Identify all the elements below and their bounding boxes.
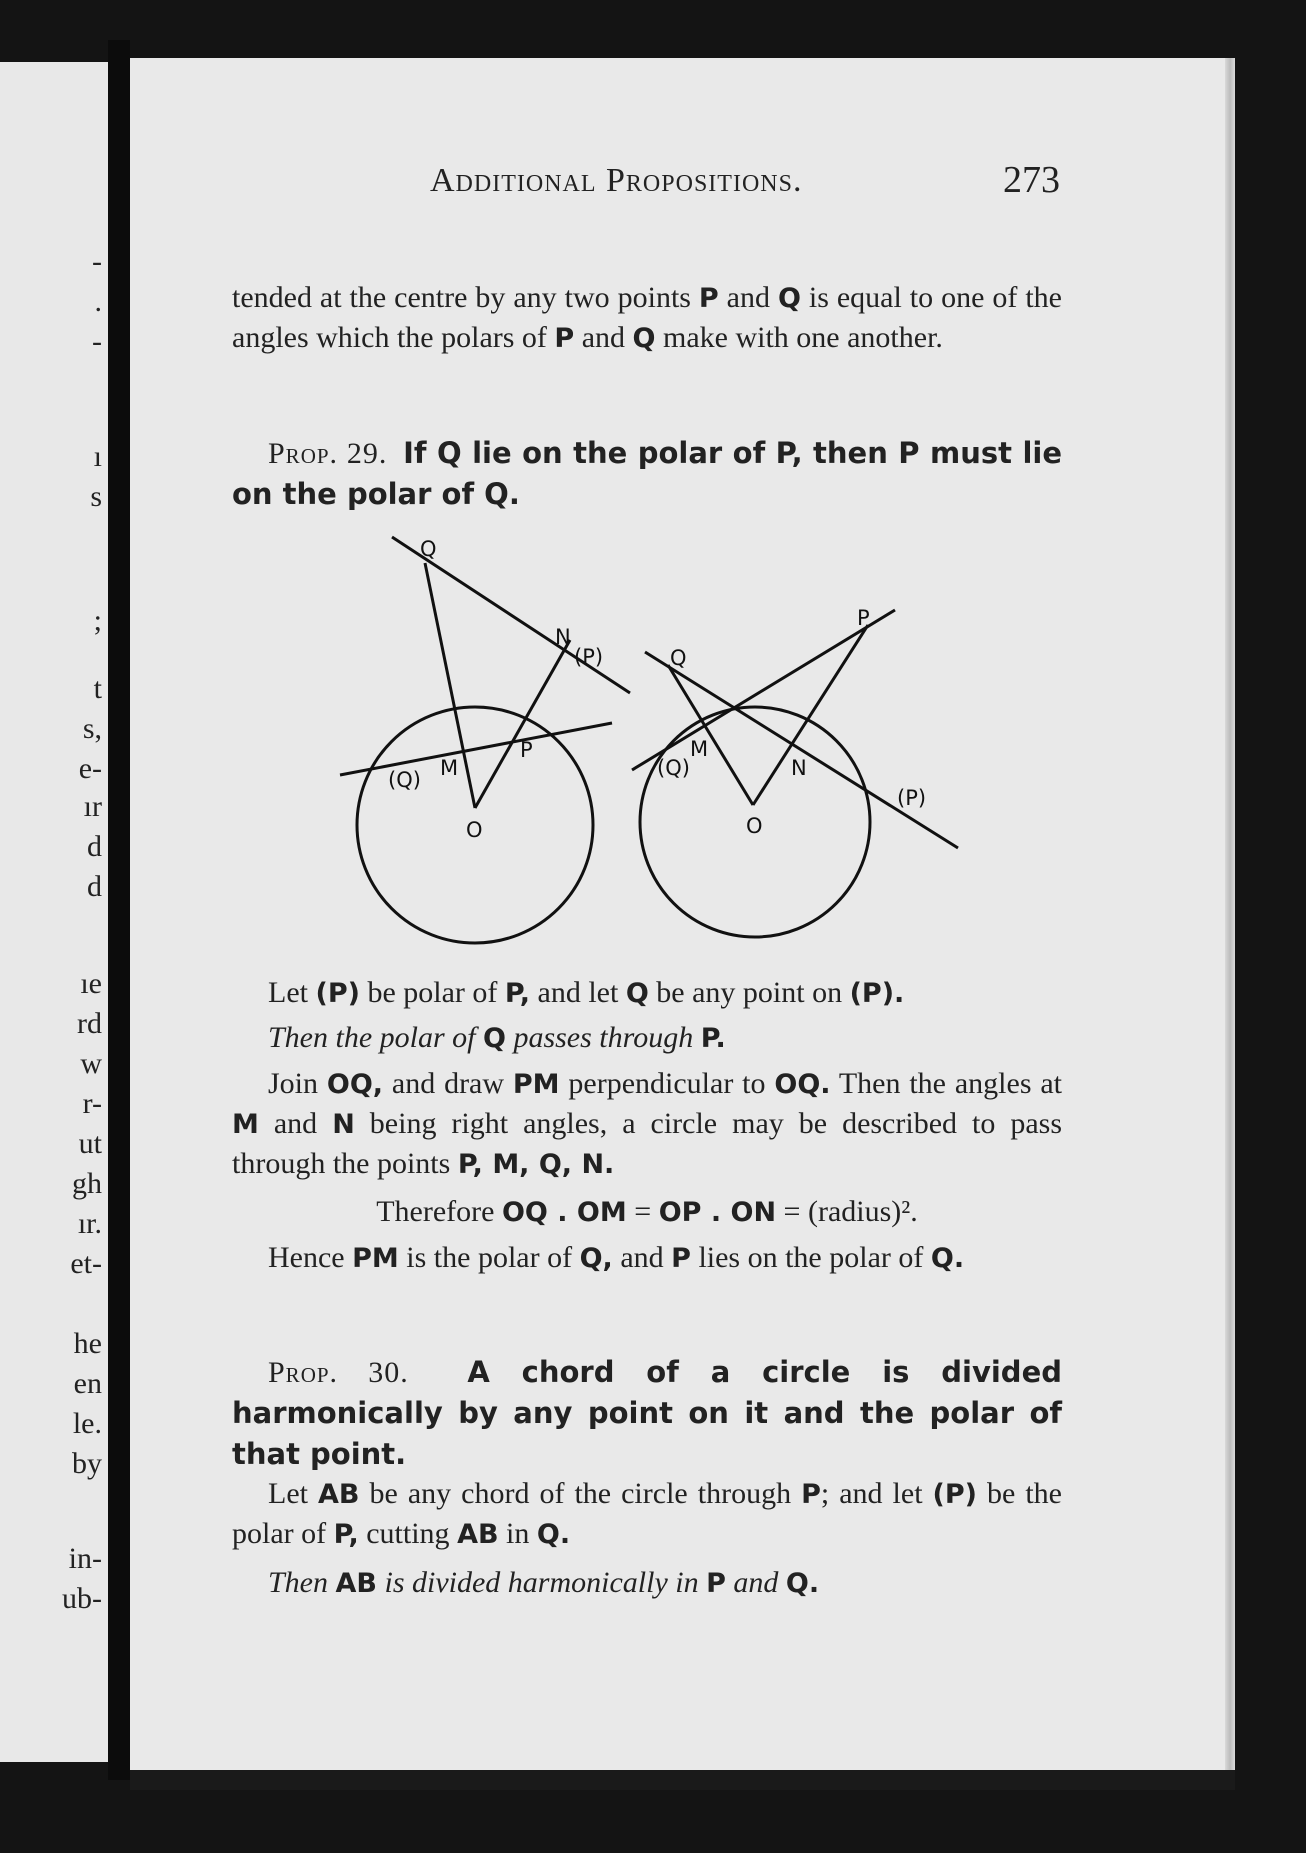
label-left-p-polar: (P) (574, 645, 604, 669)
left-page-fragment: d (87, 830, 102, 863)
label-right-m: M (690, 737, 709, 761)
label-left-o: O (466, 818, 483, 842)
left-line-op (475, 640, 570, 808)
left-page-fragment: - (92, 245, 102, 278)
label-right-q-polar: (Q) (657, 756, 690, 780)
left-page-fragment: rd (77, 1007, 102, 1040)
book-binding (108, 40, 130, 1780)
proof-29-hence: Hence PM is the polar of Q, and P lies on the polar of Q. (268, 1241, 965, 1274)
label-right-p-polar: (P) (897, 786, 927, 810)
left-page-fragment: ut (78, 1127, 102, 1160)
left-page-fragment: en (73, 1367, 102, 1400)
right-polar-line-q (632, 610, 895, 770)
label-left-p: P (520, 738, 533, 762)
left-page-fragment: in- (68, 1542, 102, 1575)
label-right-n: N (791, 756, 807, 780)
left-page-fragment: ır (83, 790, 102, 823)
left-page-fragment: by (72, 1447, 102, 1480)
prop-29-heading (232, 433, 1062, 515)
label-right-p: P (857, 606, 870, 630)
running-title: Additional Propositions. (430, 162, 803, 199)
left-page-fragment: ı (93, 440, 102, 473)
label-right-o: O (746, 814, 763, 838)
label-left-q: Q (420, 537, 437, 561)
proof-29-then: Then the polar of Q passes through P. (268, 1021, 726, 1054)
left-page-fragment: w (80, 1047, 102, 1080)
left-page-fragment: s, (82, 712, 102, 745)
left-page-edge (0, 62, 108, 1762)
prop-30-heading (232, 1352, 1062, 1475)
left-page-fragment: le. (72, 1407, 102, 1440)
left-page-fragment: ub- (62, 1582, 102, 1615)
left-page-fragment: ıe (80, 967, 102, 1000)
left-page-fragment: et- (70, 1247, 102, 1280)
left-page-fragment: t (93, 672, 102, 705)
left-page-fragment: r- (82, 1087, 102, 1120)
polar-diagram (330, 535, 970, 945)
prop-30-then: Then AB is divided harmonically in P and Q. (268, 1566, 820, 1599)
label-left-m: M (440, 756, 459, 780)
page-bottom-shadow (130, 1770, 1235, 1790)
continuation-paragraph: tended at the centre by any two points P and Q is equal to one of the angles which the polars of P and Q make with one another. (232, 281, 1062, 354)
left-page-fragment: e- (78, 752, 102, 785)
prop-30-label: Prop. 30. (268, 1356, 409, 1389)
left-polar-line-q (340, 723, 612, 775)
left-page-fragment: ır. (77, 1207, 102, 1240)
proof-29-therefore: Therefore OQ . OM = OP . ON = (radius)². (376, 1195, 918, 1228)
proof-29-join: Join OQ, and draw PM perpendicular to OQ. Then the angles at M and N being right angles, a circle may be described to pass through the points P, M, Q, N. (232, 1067, 1062, 1180)
label-left-q-polar: (Q) (388, 768, 421, 792)
left-page-fragment: s (90, 480, 102, 513)
left-page-fragment: - (92, 325, 102, 358)
prop-30-let: Let AB be any chord of the circle through P; and let (P) be the polar of P, cutting AB in Q. (232, 1477, 1063, 1550)
left-page-fragment: ; (93, 604, 102, 637)
page-header (300, 150, 1060, 220)
left-page-fragment: gh (72, 1167, 102, 1200)
prop-29-label: Prop. 29. (268, 437, 388, 470)
left-page-fragment: he (73, 1327, 102, 1360)
page-edge (1225, 58, 1235, 1770)
prop-30-statement: A chord of a circle is divided harmonically by any point on it and the polar of that point. (232, 1355, 1062, 1471)
polar-diagram-svg (330, 535, 970, 945)
proof-29-let: Let (P) be polar of P, and let Q be any point on (P). (268, 976, 905, 1009)
right-line-op (753, 625, 868, 805)
left-page-fragment: d (87, 870, 102, 903)
left-page-fragment: . (94, 285, 102, 318)
label-right-q: Q (670, 646, 687, 670)
page-number: 273 (1003, 159, 1060, 201)
label-left-n: N (555, 625, 571, 649)
prop-29-statement: If Q lie on the polar of P, then P must lie on the polar of Q. (232, 436, 1062, 511)
